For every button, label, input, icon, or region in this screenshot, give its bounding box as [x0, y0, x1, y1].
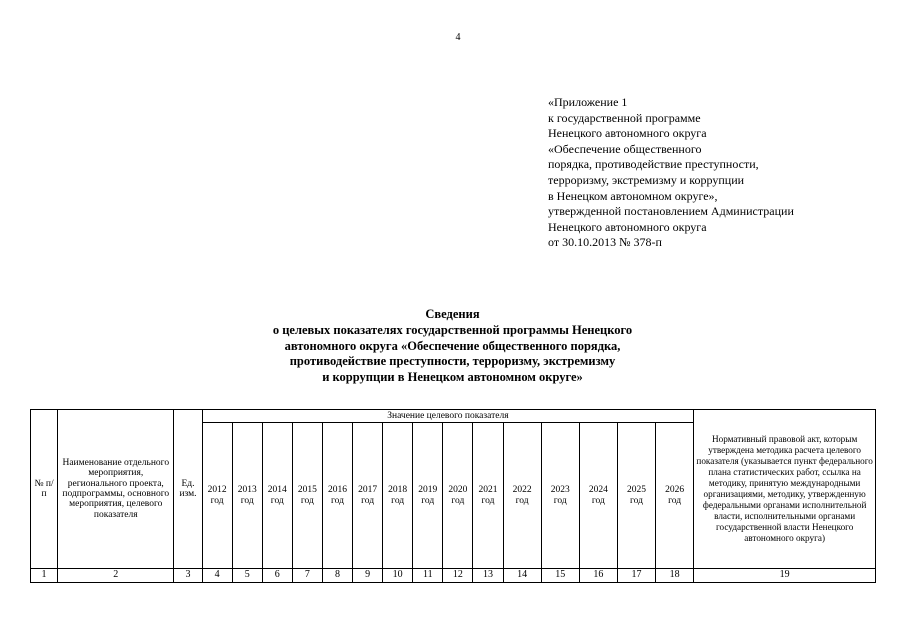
year-suffix: год	[421, 495, 435, 506]
heading-line: противодействие преступности, терроризму, экстремизму	[289, 354, 616, 369]
year-header	[473, 423, 503, 569]
column-number-cell: 15	[541, 569, 579, 583]
year-value: 2025	[626, 485, 646, 496]
appendix-line: «Обеспечение общественного	[548, 141, 702, 156]
year-suffix: год	[361, 495, 375, 506]
header-name: Наименование отдельного мероприятия, регионального проекта, подпрограммы, основного мероприятия, целевого показателя	[58, 410, 174, 569]
appendix-line: к государственной программе	[548, 110, 701, 125]
year-header	[262, 423, 292, 569]
year-value: 2018	[388, 485, 408, 496]
heading-line: о целевых показателях государственной программы Ненецкого	[272, 322, 633, 337]
column-number-cell: 7	[292, 569, 322, 583]
column-number-cell: 8	[322, 569, 352, 583]
year-value: 2024	[588, 485, 608, 496]
heading-line: и коррупции в Ненецком автономном округе»	[322, 370, 583, 385]
appendix-line: Ненецкого автономного округа	[548, 126, 707, 141]
year-value: 2014	[267, 485, 287, 496]
appendix-line: Ненецкого автономного округа	[548, 219, 707, 234]
header-values-group: Значение целевого показателя	[202, 410, 694, 423]
year-suffix: год	[210, 495, 224, 506]
column-number-cell: 13	[473, 569, 503, 583]
appendix-line: «Приложение 1	[548, 95, 628, 109]
column-number-cell: 3	[174, 569, 202, 583]
year-value: 2015	[297, 485, 317, 496]
year-suffix: год	[629, 495, 643, 506]
appendix-block	[548, 95, 868, 251]
year-value: 2012	[207, 485, 227, 496]
column-number-cell: 2	[58, 569, 174, 583]
appendix-line: порядка, противодействие преступности,	[548, 157, 759, 172]
year-suffix: год	[330, 495, 344, 506]
column-number-cell: 14	[503, 569, 541, 583]
column-number-cell: 4	[202, 569, 232, 583]
year-suffix: год	[391, 495, 405, 506]
year-value: 2026	[665, 485, 685, 496]
year-suffix: год	[515, 495, 529, 506]
year-header	[503, 423, 541, 569]
year-header	[202, 423, 232, 569]
year-header	[322, 423, 352, 569]
year-suffix: год	[300, 495, 314, 506]
year-header	[232, 423, 262, 569]
year-header	[353, 423, 383, 569]
year-suffix: год	[668, 495, 682, 506]
year-header	[292, 423, 322, 569]
header-unit: Ед. изм.	[174, 410, 202, 569]
column-number-cell: 16	[579, 569, 617, 583]
heading-title: Сведения	[425, 307, 480, 321]
year-header	[383, 423, 413, 569]
year-value: 2019	[418, 485, 438, 496]
column-number-cell: 10	[383, 569, 413, 583]
appendix-line: в Ненецком автономном округе»,	[548, 188, 718, 203]
column-numbers-row	[31, 569, 876, 583]
page-number: 4	[455, 32, 461, 43]
year-value: 2013	[237, 485, 257, 496]
year-header	[413, 423, 443, 569]
year-suffix: год	[553, 495, 567, 506]
appendix-line: от 30.10.2013 № 378-п	[548, 235, 662, 250]
year-suffix: год	[481, 495, 495, 506]
year-value: 2016	[327, 485, 347, 496]
column-number-cell: 5	[232, 569, 262, 583]
year-suffix: год	[591, 495, 605, 506]
column-number-cell: 17	[617, 569, 655, 583]
document-heading	[200, 307, 705, 386]
column-number-cell: 19	[694, 569, 876, 583]
year-value: 2023	[550, 485, 570, 496]
year-header	[656, 423, 694, 569]
indicators-table	[30, 409, 876, 583]
header-normative-act: Нормативный правовой акт, которым утверждена методика расчета целевого показателя (указывается пункт федерального плана статистических работ, ссылка на методику, принятую международными организациями, методику, утвержденную федеральными органами исполнительной власти, исполнительными органами государственной власти Ненецкого автономного округа)	[694, 410, 876, 569]
column-number-cell: 6	[262, 569, 292, 583]
column-number-cell: 9	[353, 569, 383, 583]
appendix-line: утвержденной постановлением Администрации	[548, 204, 794, 219]
year-suffix: год	[451, 495, 465, 506]
year-value: 2022	[512, 485, 532, 496]
year-header	[617, 423, 655, 569]
year-header	[579, 423, 617, 569]
column-number-cell: 12	[443, 569, 473, 583]
year-value: 2017	[358, 485, 378, 496]
year-suffix: год	[270, 495, 284, 506]
year-header	[443, 423, 473, 569]
year-suffix: год	[240, 495, 254, 506]
heading-line: автономного округа «Обеспечение общественного порядка,	[284, 338, 621, 353]
column-number-cell: 18	[656, 569, 694, 583]
column-number-cell: 11	[413, 569, 443, 583]
year-header	[541, 423, 579, 569]
column-number-cell: 1	[31, 569, 58, 583]
year-value: 2020	[448, 485, 468, 496]
appendix-line: терроризму, экстремизму и коррупции	[548, 172, 745, 187]
year-value: 2021	[478, 485, 498, 496]
header-number: № п/п	[31, 410, 58, 569]
